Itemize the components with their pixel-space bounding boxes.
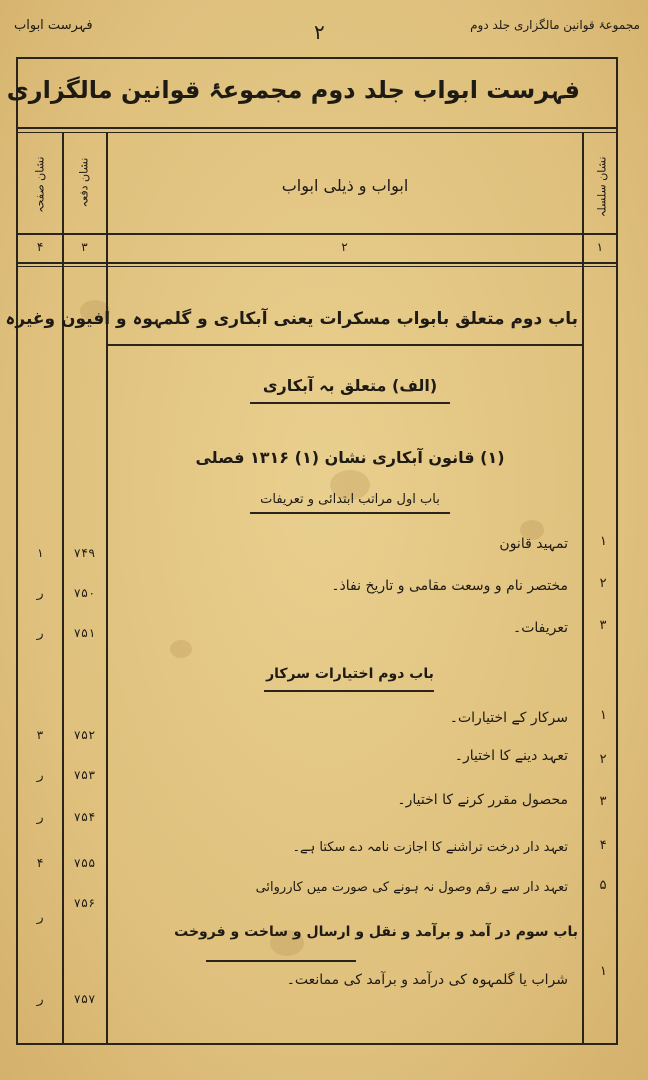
row-text: تعہد دار سے رقم وصول نہ ہونے کی صورت میں کارروائی xyxy=(255,880,568,895)
row-section: ۷۵۵ xyxy=(73,856,96,870)
row-text: تعہد دار درخت تراشنے کا اجازت نامہ دے سکتا ہے۔ xyxy=(292,840,568,855)
col-header-page: نشان صفحہ xyxy=(33,156,47,213)
row-section: ۷۵۳ xyxy=(73,768,96,782)
chapter-1-heading: باب اول مراتب ابتدائی و تعریفات xyxy=(260,492,440,507)
col-header-serial: نشان سلسلہ xyxy=(595,156,609,218)
number-rule-1 xyxy=(16,262,618,264)
col-number-chapters: ۲ xyxy=(340,240,349,254)
title-rule-1 xyxy=(16,127,618,129)
row-serial: ۱ xyxy=(599,964,607,979)
row-section: ۷۴۹ xyxy=(73,546,96,560)
part-heading-rule xyxy=(106,344,582,346)
row-text: محصول مقرر کرنے کا اختیار۔ xyxy=(397,792,568,808)
row-serial: ۱ xyxy=(599,534,607,549)
row-page: ۴ xyxy=(36,856,44,870)
col-number-section: ۳ xyxy=(80,240,89,254)
row-text: شراب یا گلمہوہ کی درآمد و برآمد کی ممانعت۔ xyxy=(286,972,568,988)
col-number-page: ۴ xyxy=(36,240,44,254)
row-serial: ۳ xyxy=(599,618,607,633)
chapter-2-underline xyxy=(264,690,434,692)
row-section: ۷۵۶ xyxy=(73,896,96,910)
row-page: ر xyxy=(36,768,44,782)
row-page: ر xyxy=(36,992,44,1006)
part-heading: باب دوم متعلق بابواب مسکرات یعنی آبکاری و گلمہوہ و افیون وغیرہ xyxy=(5,309,578,329)
row-serial: ۵ xyxy=(599,878,607,893)
row-serial: ۲ xyxy=(599,576,607,591)
row-page: ر xyxy=(36,626,44,640)
col-number-serial: ۱ xyxy=(595,240,604,254)
subheading-excise-underline xyxy=(250,402,450,404)
row-page: ر xyxy=(36,810,44,824)
chapter-3-underline xyxy=(206,960,356,962)
chapter-3-heading: باب سوم در آمد و برآمد و نقل و ارسال و ساخت و فروخت xyxy=(174,924,578,940)
page-title: فہرست ابواب جلد دوم مجموعۂ قوانین مالگزاری xyxy=(6,76,580,104)
frame-right xyxy=(616,57,618,1045)
running-header-left: فہرست ابواب xyxy=(14,18,93,33)
act-title: (۱) قانون آبکاری نشان (۱) ۱۳۱۶ فصلی xyxy=(195,448,505,467)
row-section: ۷۵۴ xyxy=(73,810,96,824)
row-text: مختصر نام و وسعت مقامی و تاریخ نفاذ۔ xyxy=(331,578,568,594)
row-section: ۷۵۲ xyxy=(73,728,96,742)
chapter-2-heading: باب دوم اختیارات سرکار xyxy=(266,666,434,682)
frame-top xyxy=(16,57,618,59)
row-text: سرکار کے اختیارات۔ xyxy=(449,710,568,726)
col-header-section: نشان دفعہ xyxy=(77,157,91,208)
row-serial: ۱ xyxy=(599,708,607,723)
row-page: ر xyxy=(36,910,44,924)
page-number: ۲ xyxy=(314,20,325,44)
row-serial: ۳ xyxy=(599,794,607,809)
row-text: تعہد دینے کا اختیار۔ xyxy=(454,748,568,764)
number-rule-2 xyxy=(16,266,618,267)
chapter-1-underline xyxy=(250,512,450,514)
subheading-excise: (الف) متعلق بہ آبکاری xyxy=(262,376,438,395)
row-serial: ۴ xyxy=(599,838,607,853)
row-section: ۷۵۱ xyxy=(73,626,96,640)
col-divider-2 xyxy=(106,132,108,1044)
row-page: ۳ xyxy=(36,728,44,742)
row-section: ۷۵۷ xyxy=(73,992,96,1006)
row-serial: ۲ xyxy=(599,752,607,767)
running-header-right: مجموعۂ قوانین مالگزاری جلد دوم xyxy=(470,18,640,32)
row-text: تعریفات۔ xyxy=(512,620,568,636)
col-header-chapters: ابواب و ذیلی ابواب xyxy=(281,176,409,195)
row-text: تمہید قانون xyxy=(499,536,568,552)
row-page: ۱ xyxy=(36,546,44,560)
header-rule xyxy=(16,233,618,235)
row-section: ۷۵۰ xyxy=(73,586,96,600)
row-page: ر xyxy=(36,586,44,600)
